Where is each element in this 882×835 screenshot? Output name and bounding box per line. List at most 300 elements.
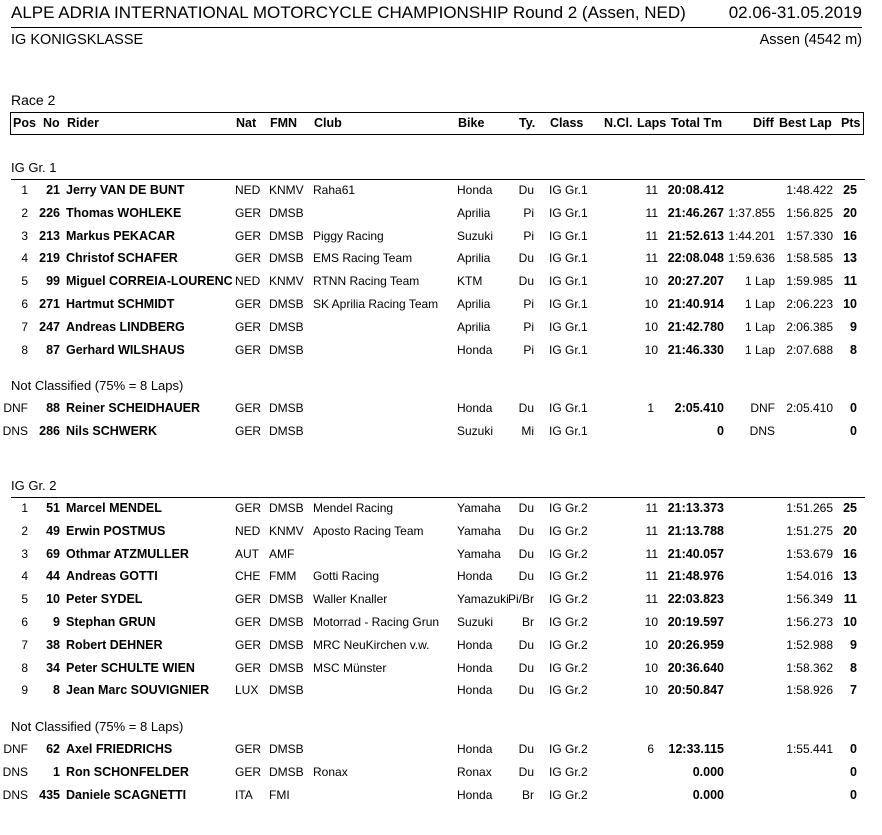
cell-nat: GER <box>235 401 262 416</box>
cell-rider: Othmar ATZMULLER <box>66 546 189 561</box>
cell-pos: 4 <box>21 569 28 584</box>
cell-club: Motorrad - Racing Grun <box>313 615 440 629</box>
cell-class: IG Gr.2 <box>549 546 588 561</box>
cell-class: IG Gr.2 <box>549 660 588 675</box>
cell-fmn: DMSB <box>269 401 304 416</box>
cell-best: 2:06.385 <box>786 319 833 334</box>
cell-laps: 11 <box>645 523 658 538</box>
cell-no: 247 <box>39 319 60 334</box>
result-row <box>0 340 882 360</box>
cell-nat: GER <box>235 319 262 334</box>
cell-fmn: DMSB <box>269 228 304 243</box>
cell-no: 10 <box>46 592 60 607</box>
cell-best: 1:58.362 <box>786 660 833 675</box>
cell-total: 2:05.410 <box>674 401 724 416</box>
col-ncl: N.Cl. <box>604 116 633 130</box>
cell-diff: DNS <box>749 424 775 439</box>
cell-total: 21:42.780 <box>667 319 724 334</box>
cell-club: MSC Münster <box>313 660 387 675</box>
cell-diff: 1:37.855 <box>728 205 775 220</box>
col-nat: Nat <box>236 116 257 130</box>
cell-laps: 10 <box>644 660 658 675</box>
cell-class: IG Gr.1 <box>549 319 588 334</box>
cell-total: 21:48.976 <box>667 569 724 584</box>
cell-fmn: DMSB <box>269 424 304 439</box>
cell-ty: Du <box>518 274 534 289</box>
cell-total: 20:36.640 <box>667 660 724 675</box>
cell-pts: 10 <box>843 615 857 629</box>
track-name: Assen (4542 m) <box>759 32 862 48</box>
cell-no: 9 <box>53 615 60 629</box>
cell-bike: Honda <box>457 637 493 652</box>
cell-no: 51 <box>46 501 60 515</box>
cell-laps: 10 <box>644 637 658 652</box>
cell-ty: Pi <box>523 205 534 220</box>
cell-class: IG Gr.2 <box>549 742 588 757</box>
cell-class: IG Gr.2 <box>549 787 588 802</box>
cell-nat: GER <box>235 742 262 757</box>
cell-rider: Jerry VAN DE BUNT <box>66 183 185 197</box>
cell-pts: 16 <box>843 228 857 243</box>
cell-best: 1:58.585 <box>786 251 833 266</box>
cell-class: IG Gr.1 <box>549 401 588 416</box>
cell-laps: 11 <box>645 183 658 197</box>
cell-rider: Jean Marc SOUVIGNIER <box>66 683 210 698</box>
cell-fmn: DMSB <box>269 501 304 515</box>
cell-pos: DNS <box>2 787 28 802</box>
cell-fmn: DMSB <box>269 205 304 220</box>
cell-nat: CHE <box>235 569 261 584</box>
col-class: Class <box>550 116 584 130</box>
cell-rider: Ron SCHONFELDER <box>66 765 189 779</box>
cell-diff: DNF <box>750 401 775 416</box>
cell-total: 22:08.048 <box>667 251 724 266</box>
cell-bike: Aprilia <box>457 251 491 266</box>
cell-rider: Erwin POSTMUS <box>66 523 166 538</box>
cell-ty: Du <box>518 546 534 561</box>
cell-pts: 0 <box>850 742 857 757</box>
cell-pts: 8 <box>850 342 857 357</box>
result-row <box>0 762 882 782</box>
result-row <box>0 612 882 632</box>
cell-best: 1:54.016 <box>786 569 833 584</box>
cell-ncl: 1 <box>647 401 654 416</box>
cell-nat: GER <box>235 592 262 607</box>
cell-no: 88 <box>46 401 60 416</box>
cell-nat: NED <box>235 183 261 197</box>
cell-bike: Honda <box>457 401 493 416</box>
cell-rider: Peter SCHULTE WIEN <box>66 660 195 675</box>
cell-club: RTNN Racing Team <box>313 274 420 289</box>
cell-class: IG Gr.1 <box>549 424 588 439</box>
cell-pts: 20 <box>843 523 857 538</box>
cell-nat: NED <box>235 523 261 538</box>
cell-best: 2:07.688 <box>786 342 833 357</box>
cell-total: 21:46.267 <box>667 205 724 220</box>
cell-pos: 1 <box>21 183 28 197</box>
cell-bike: Yamazuki <box>457 592 509 607</box>
cell-rider: Christof SCHAFER <box>66 251 178 266</box>
cell-diff: 1 Lap <box>744 342 775 357</box>
cell-best: 1:48.422 <box>786 183 833 197</box>
cell-no: 34 <box>46 660 60 675</box>
cell-nat: AUT <box>235 546 259 561</box>
cell-laps: 10 <box>644 297 658 311</box>
cell-total: 21:13.788 <box>667 523 724 538</box>
col-best: Best Lap <box>779 116 832 130</box>
cell-ty: Pi/Br <box>507 592 534 607</box>
cell-bike: Suzuki <box>457 424 494 439</box>
cell-ncl: 6 <box>647 742 654 757</box>
result-row <box>0 544 882 564</box>
cell-pts: 10 <box>843 297 857 311</box>
cell-fmn: AMF <box>269 546 295 561</box>
col-laps: Laps <box>637 116 667 130</box>
cell-fmn: DMSB <box>269 319 304 334</box>
cell-no: 226 <box>39 205 60 220</box>
cell-class: IG Gr.2 <box>549 592 588 607</box>
result-row <box>0 635 882 655</box>
cell-club: Piggy Racing <box>313 228 384 243</box>
cell-bike: KTM <box>457 274 483 289</box>
cell-ty: Pi <box>523 297 534 311</box>
result-row <box>0 521 882 541</box>
cell-bike: Aprilia <box>457 205 491 220</box>
cell-total: 22:03.823 <box>667 592 724 607</box>
cell-ty: Du <box>518 523 534 538</box>
cell-class: IG Gr.1 <box>549 183 588 197</box>
cell-rider: Axel FRIEDRICHS <box>66 742 173 757</box>
cell-class: IG Gr.2 <box>549 765 588 779</box>
cell-laps: 10 <box>644 274 658 289</box>
result-row <box>0 680 882 700</box>
cell-club: Aposto Racing Team <box>313 523 424 538</box>
cell-best: 1:51.275 <box>786 523 833 538</box>
cell-best: 1:51.265 <box>786 501 833 515</box>
cell-class: IG Gr.1 <box>549 251 588 266</box>
cell-laps: 11 <box>645 569 658 584</box>
cell-no: 1 <box>53 765 60 779</box>
cell-ty: Du <box>518 765 534 779</box>
cell-no: 21 <box>46 183 60 197</box>
cell-nat: GER <box>235 251 262 266</box>
cell-best: 2:06.223 <box>786 297 833 311</box>
cell-club: EMS Racing Team <box>313 251 413 266</box>
cell-total: 21:46.330 <box>667 342 724 357</box>
cell-laps: 11 <box>645 501 658 515</box>
cell-fmn: FMI <box>269 787 290 802</box>
cell-nat: GER <box>235 615 262 629</box>
col-diff: Diff <box>753 116 774 130</box>
cell-nat: GER <box>235 660 262 675</box>
cell-rider: Thomas WOHLEKE <box>66 205 182 220</box>
cell-pos: 2 <box>21 523 28 538</box>
col-total: Total Tm <box>671 116 723 130</box>
cell-laps: 11 <box>645 546 658 561</box>
cell-rider: Stephan GRUN <box>66 615 156 629</box>
result-row <box>0 248 882 268</box>
cell-total: 21:40.914 <box>667 297 724 311</box>
cell-diff: 1 Lap <box>744 297 775 311</box>
cell-pts: 25 <box>843 183 857 197</box>
cell-ty: Du <box>518 660 534 675</box>
cell-rider: Nils SCHWERK <box>66 424 157 439</box>
cell-pos: 7 <box>21 637 28 652</box>
cell-fmn: FMM <box>269 569 297 584</box>
cell-bike: Aprilia <box>457 297 491 311</box>
cell-laps: 11 <box>645 205 658 220</box>
cell-rider: Robert DEHNER <box>66 637 163 652</box>
cell-pos: DNS <box>2 765 28 779</box>
cell-pos: DNF <box>3 401 28 416</box>
cell-ty: Pi <box>523 228 534 243</box>
cell-ty: Du <box>518 683 534 698</box>
cell-bike: Honda <box>457 660 493 675</box>
cell-fmn: KNMV <box>269 523 304 538</box>
cell-pts: 11 <box>843 274 857 289</box>
cell-bike: Yamaha <box>457 501 501 515</box>
cell-diff: 1:59.636 <box>728 251 775 266</box>
cell-laps: 11 <box>645 592 658 607</box>
col-bike: Bike <box>458 116 485 130</box>
cell-bike: Yamaha <box>457 546 501 561</box>
cell-club: Ronax <box>313 765 348 779</box>
cell-laps: 11 <box>645 251 658 266</box>
col-fmn: FMN <box>270 116 298 130</box>
cell-no: 44 <box>46 569 60 584</box>
cell-no: 435 <box>39 787 60 802</box>
cell-nat: GER <box>235 501 262 515</box>
result-row <box>0 180 882 200</box>
col-club: Club <box>314 116 342 130</box>
cell-bike: Honda <box>457 342 493 357</box>
cell-total: 21:13.373 <box>667 501 724 515</box>
result-row <box>0 421 882 441</box>
cell-total: 12:33.115 <box>668 742 724 757</box>
cell-pts: 16 <box>843 546 857 561</box>
cell-best: 2:05.410 <box>786 401 833 416</box>
cell-pos: 1 <box>21 501 28 515</box>
cell-best: 1:59.985 <box>786 274 833 289</box>
cell-class: IG Gr.1 <box>549 297 588 311</box>
result-row <box>0 226 882 246</box>
column-header-bar <box>10 112 864 135</box>
cell-best: 1:58.926 <box>786 683 833 698</box>
cell-rider: Andreas GOTTI <box>66 569 158 584</box>
cell-no: 271 <box>39 297 60 311</box>
cell-pts: 7 <box>850 683 857 698</box>
cell-fmn: KNMV <box>269 274 304 289</box>
cell-ty: Br <box>522 615 534 629</box>
cell-diff: 1 Lap <box>744 319 775 334</box>
cell-bike: Ronax <box>457 765 492 779</box>
cell-nat: LUX <box>235 683 259 698</box>
cell-fmn: DMSB <box>269 297 304 311</box>
cell-ty: Du <box>518 401 534 416</box>
cell-bike: Honda <box>457 742 493 757</box>
cell-fmn: DMSB <box>269 342 304 357</box>
result-row <box>0 271 882 291</box>
cell-club: MRC NeuKirchen v.w. <box>313 637 430 652</box>
cell-total: 0.000 <box>692 787 724 802</box>
cell-pts: 0 <box>850 787 857 802</box>
cell-pts: 11 <box>843 592 857 607</box>
cell-diff: 1 Lap <box>744 274 775 289</box>
header-divider <box>11 27 862 28</box>
cell-ty: Br <box>522 787 534 802</box>
cell-total: 0.000 <box>692 765 724 779</box>
cell-laps: 10 <box>644 615 658 629</box>
cell-fmn: DMSB <box>269 765 304 779</box>
cell-bike: Suzuki <box>457 228 494 243</box>
cell-nat: GER <box>235 342 262 357</box>
cell-pos: 7 <box>21 319 28 334</box>
cell-nat: GER <box>235 765 262 779</box>
championship-title: ALPE ADRIA INTERNATIONAL MOTORCYCLE CHAMPIONSHIP Round 2 (Assen, NED) <box>11 3 686 22</box>
cell-nat: GER <box>235 205 262 220</box>
result-row <box>0 785 882 805</box>
cell-nat: NED <box>235 274 261 289</box>
cell-pos: DNF <box>3 742 28 757</box>
section-title: IG Gr. 1 <box>11 160 57 175</box>
cell-total: 20:26.959 <box>667 637 724 652</box>
cell-rider: Reiner SCHEIDHAUER <box>66 401 201 416</box>
result-row <box>0 498 882 518</box>
col-ty: Ty. <box>519 116 536 130</box>
cell-class: IG Gr.2 <box>549 501 588 515</box>
cell-fmn: DMSB <box>269 637 304 652</box>
cell-class: IG Gr.2 <box>549 615 588 629</box>
cell-total: 21:40.057 <box>667 546 724 561</box>
not-classified-title: Not Classified (75% = 8 Laps) <box>11 378 184 394</box>
cell-pts: 0 <box>850 765 857 779</box>
cell-best: 1:56.349 <box>786 592 833 607</box>
cell-fmn: KNMV <box>269 183 304 197</box>
cell-best: 1:56.273 <box>786 615 833 629</box>
cell-diff: 1:44.201 <box>728 228 775 243</box>
result-row <box>0 317 882 337</box>
section-title: IG Gr. 2 <box>11 478 57 493</box>
cell-nat: ITA <box>235 787 253 802</box>
result-row <box>0 566 882 586</box>
cell-nat: GER <box>235 297 262 311</box>
cell-ty: Pi <box>523 319 534 334</box>
cell-pts: 20 <box>843 205 857 220</box>
cell-fmn: DMSB <box>269 742 304 757</box>
cell-pos: 4 <box>21 251 28 266</box>
cell-pos: 3 <box>21 546 28 561</box>
cell-fmn: DMSB <box>269 251 304 266</box>
cell-no: 49 <box>46 523 60 538</box>
cell-rider: Markus PEKACAR <box>66 228 176 243</box>
result-row <box>0 203 882 223</box>
cell-pos: DNS <box>2 424 28 439</box>
cell-club: Waller Knaller <box>313 592 388 607</box>
cell-class: IG Gr.1 <box>549 342 588 357</box>
cell-club: Mendel Racing <box>313 501 394 515</box>
cell-pts: 25 <box>843 501 857 515</box>
class-name: IG KONIGSKLASSE <box>11 32 144 48</box>
cell-pts: 13 <box>843 251 857 266</box>
cell-no: 38 <box>46 637 60 652</box>
cell-ty: Du <box>518 742 534 757</box>
cell-club: Gotti Racing <box>313 569 380 584</box>
cell-pts: 8 <box>850 660 857 675</box>
cell-laps: 11 <box>645 228 658 243</box>
cell-nat: GER <box>235 424 262 439</box>
cell-rider: Andreas LINDBERG <box>66 319 185 334</box>
cell-best: 1:56.825 <box>786 205 833 220</box>
cell-ty: Du <box>518 569 534 584</box>
col-rider: Rider <box>67 116 99 130</box>
cell-bike: Yamaha <box>457 523 501 538</box>
cell-class: IG Gr.2 <box>549 683 588 698</box>
cell-no: 69 <box>46 546 60 561</box>
cell-pos: 6 <box>21 615 28 629</box>
cell-pts: 0 <box>850 401 857 416</box>
cell-no: 219 <box>39 251 60 266</box>
cell-laps: 10 <box>644 342 658 357</box>
cell-nat: GER <box>235 228 262 243</box>
result-row <box>0 294 882 314</box>
cell-club: Raha61 <box>313 183 356 197</box>
cell-bike: Aprilia <box>457 319 491 334</box>
cell-bike: Honda <box>457 683 493 698</box>
cell-pos: 6 <box>21 297 28 311</box>
cell-ty: Du <box>518 637 534 652</box>
cell-bike: Honda <box>457 569 493 584</box>
not-classified-title: Not Classified (75% = 8 Laps) <box>11 719 184 735</box>
cell-no: 87 <box>46 342 60 357</box>
cell-fmn: DMSB <box>269 660 304 675</box>
cell-rider: Miguel CORREIA-LOURENC <box>66 274 233 289</box>
cell-fmn: DMSB <box>269 683 304 698</box>
cell-no: 286 <box>39 424 60 439</box>
cell-bike: Honda <box>457 787 493 802</box>
cell-pos: 5 <box>21 274 28 289</box>
cell-nat: GER <box>235 637 262 652</box>
cell-ty: Pi <box>523 342 534 357</box>
cell-class: IG Gr.1 <box>549 228 588 243</box>
cell-class: IG Gr.1 <box>549 205 588 220</box>
cell-pts: 9 <box>850 319 857 334</box>
cell-rider: Marcel MENDEL <box>66 501 162 515</box>
cell-fmn: DMSB <box>269 615 304 629</box>
cell-pos: 5 <box>21 592 28 607</box>
cell-pts: 13 <box>843 569 857 584</box>
cell-bike: Honda <box>457 183 493 197</box>
col-pos: Pos <box>13 116 36 130</box>
event-date: 02.06-31.05.2019 <box>728 3 862 22</box>
cell-best: 1:52.988 <box>786 637 833 652</box>
cell-class: IG Gr.2 <box>549 637 588 652</box>
col-pts: Pts <box>841 116 861 130</box>
cell-best: 1:55.441 <box>786 742 833 757</box>
cell-pts: 0 <box>850 424 857 439</box>
cell-ty: Du <box>518 501 534 515</box>
cell-rider: Gerhard WILSHAUS <box>66 342 185 357</box>
cell-total: 21:52.613 <box>667 228 724 243</box>
cell-laps: 10 <box>644 683 658 698</box>
cell-best: 1:57.330 <box>786 228 833 243</box>
cell-total: 20:08.412 <box>667 183 724 197</box>
cell-rider: Hartmut SCHMIDT <box>66 297 175 311</box>
result-row <box>0 739 882 759</box>
cell-ty: Du <box>518 183 534 197</box>
cell-laps: 10 <box>644 319 658 334</box>
result-row <box>0 658 882 678</box>
cell-no: 8 <box>53 683 60 698</box>
